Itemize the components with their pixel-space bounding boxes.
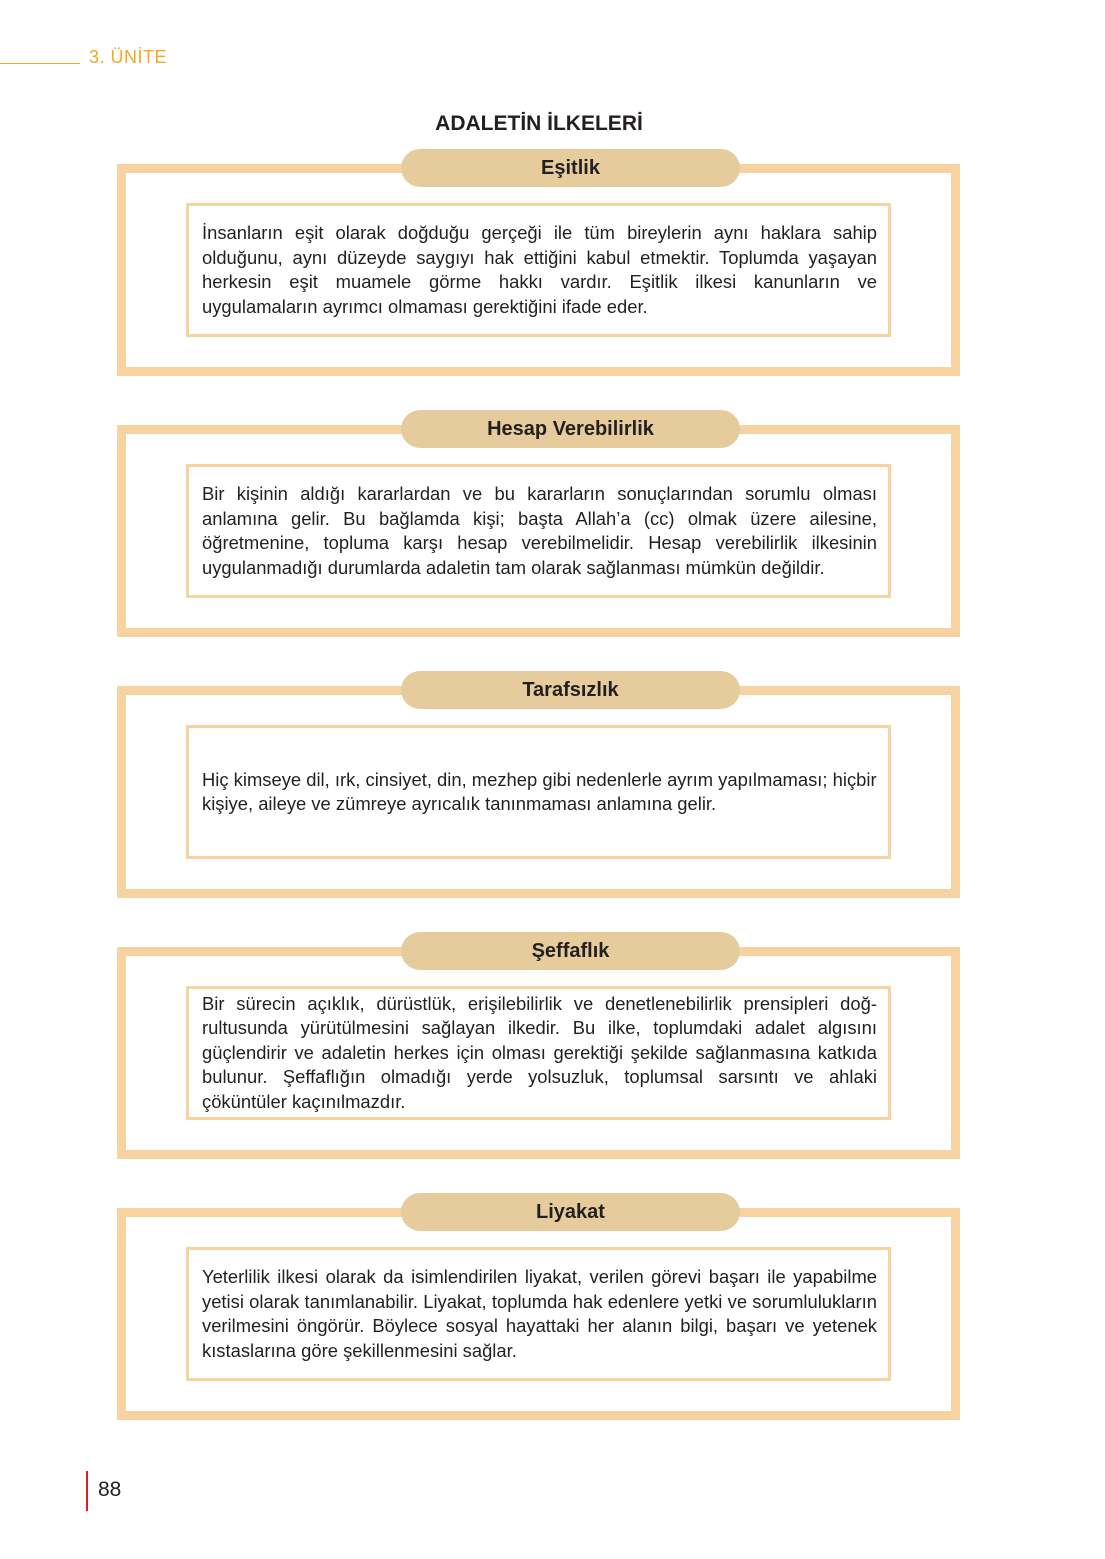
inner-frame: [186, 1247, 891, 1381]
principle-text: Yeterlilik ilkesi olarak da isimlendirilen liyakat, verilen görevi başarı ile yapabilme yetisi olarak tanımlanabilir. Liyakat, toplumda hak edenlere yetki ve sorumlulukların verilmesini öngörür. Böylece sosyal hayattaki her alanın bilgi, başarı ve yetenek kıstaslarına göre şekillenmesini sağlar.: [202, 1266, 877, 1361]
principle-heading: Liyakat: [401, 1193, 740, 1231]
outer-frame: [117, 1208, 960, 1420]
outer-frame: [117, 686, 960, 898]
unit-label: 3. ÜNİTE: [89, 47, 168, 67]
principle-text: İnsanların eşit olarak doğduğu gerçeği ile tüm bireylerin aynı haklara sahip olduğunu, aynı düzeyde saygıyı hak ettiğini kabul etmektir. Toplumda yaşayan herkesin eşit muamele görme hakkı vardır. Eşitlik ilkesi kanunların ve uygulamaların ayrımcı olmaması gerektiğini ifade eder.: [202, 222, 877, 317]
principle-box-esitlik: [117, 154, 960, 376]
principle-text: Bir sürecin açıklık, dürüstlük, erişilebilirlik ve denetlenebilirlik prensipleri doğrultusunda yürütülmesini sağlayan ilkedir. Bu ilke, toplumdaki adalet algısını güçlendirir ve adaletin herkes için olması gerektiği şekilde sağlanmasına katkıda bulunur. Şeffaflığın olmadığı yerde yolsuzluk, toplumsal sarsıntı ve ahlaki çöküntüler kaçınılmazdır.: [202, 992, 877, 1112]
principle-box-liyakat: [117, 1198, 960, 1420]
outer-frame: [117, 425, 960, 637]
principle-box-tarafsizlik: [117, 676, 960, 898]
inner-frame: [186, 986, 891, 1120]
inner-frame: [186, 203, 891, 337]
principle-text: Hiç kimseye dil, ırk, cinsiyet, din, mezhep gibi nedenlerle ayrım yapılmaması; hiçbir kişiye, aileye ve zümreye ayrıcalık tanınmaması anlamına gelir.: [202, 768, 877, 814]
principle-heading: Hesap Verebilirlik: [401, 410, 740, 448]
page-number: 88: [98, 1478, 122, 1501]
inner-frame: [186, 464, 891, 598]
outer-frame: [117, 947, 960, 1159]
principle-heading: Eşitlik: [401, 149, 740, 187]
page-number-bar: [86, 1471, 88, 1511]
principle-box-hesap-verebilirlik: [117, 415, 960, 637]
principle-box-seffaflik: [117, 937, 960, 1159]
principle-heading: Şeffaflık: [401, 932, 740, 970]
inner-frame: [186, 725, 891, 859]
principle-heading: Tarafsızlık: [401, 671, 740, 709]
outer-frame: [117, 164, 960, 376]
page-title: ADALETİN İLKELERİ: [435, 112, 643, 135]
principle-text: Bir kişinin aldığı kararlardan ve bu kararların sonuçlarından sorumlu olması anlamına gelir. Bu bağlamda kişi; başta Allah’a (cc) olmak üzere ailesine, öğretmenine, topluma karşı hesap verebilmelidir. Hesap verebilirlik ilkesinin uygulanmadığı durumlarda adaletin tam olarak sağlanması mümkün değildir.: [202, 483, 877, 578]
unit-divider-line: [0, 63, 80, 64]
